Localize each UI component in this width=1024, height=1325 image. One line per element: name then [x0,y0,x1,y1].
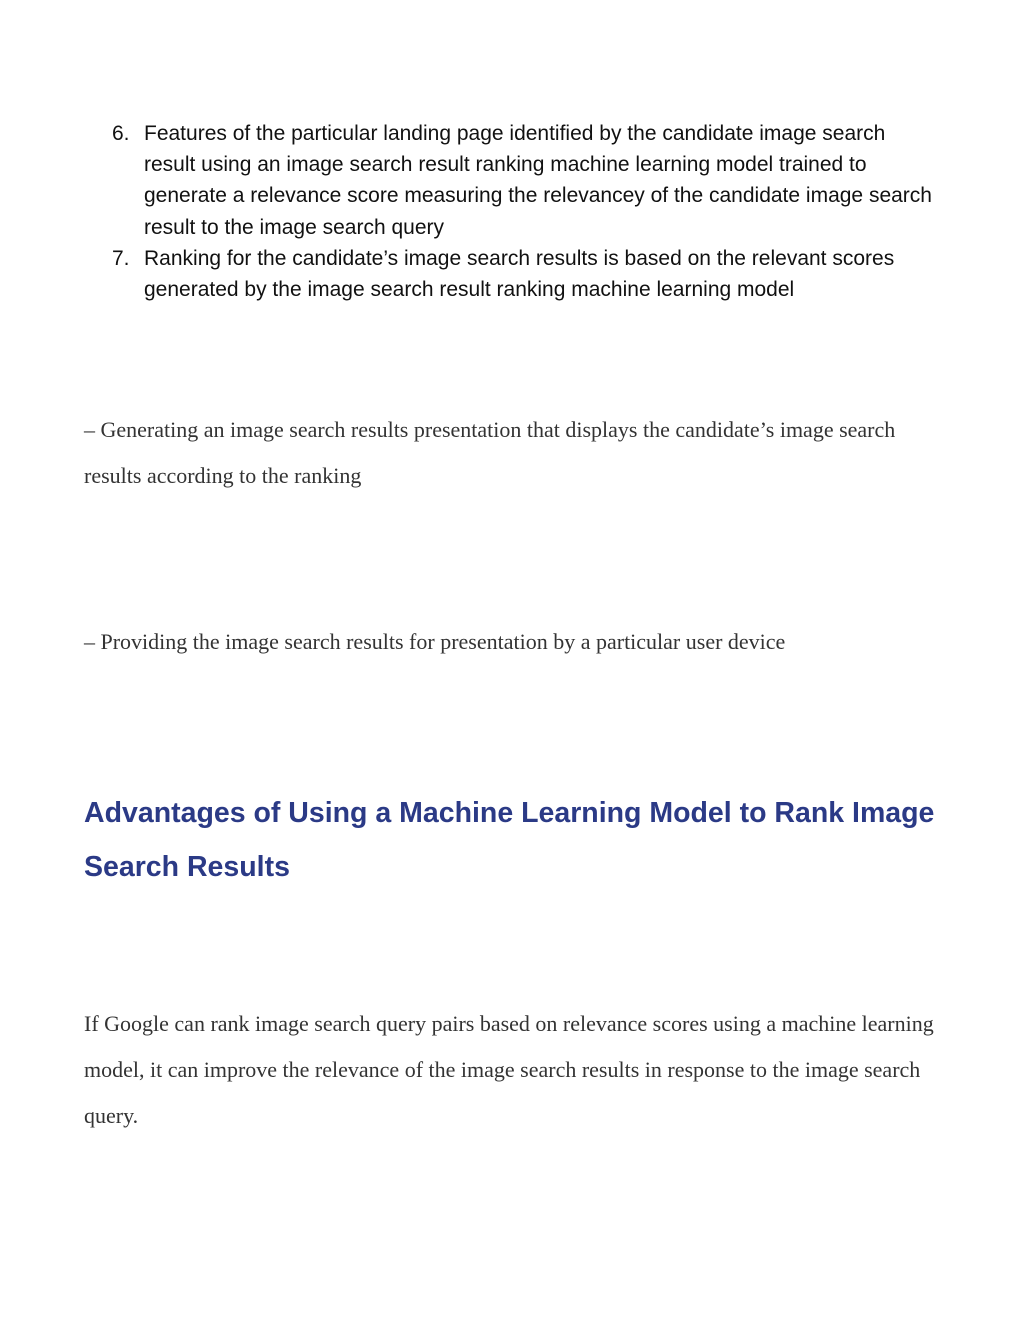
list-item-text: Features of the particular landing page identified by the candidate image search result using an image search result ranking machine learning model trained to generate a relevance score measuring the relevancey of the candidate image search result to the image search query [144,122,932,239]
list-item-number: 7. [112,246,130,270]
paragraph-conclusion: If Google can rank image search query pairs based on relevance scores using a machine learning model, it can improve the relevance of the image search results in response to the image search query. [84,1011,934,1128]
list-item [112,118,932,243]
list-item-text: Ranking for the candidate’s image search results is based on the relevant scores generated by the image search result ranking machine learning model [144,246,895,302]
numbered-list [112,118,932,305]
section-heading: Advantages of Using a Machine Learning Model to Rank Image Search Results [84,797,935,883]
paragraph-generating: – Generating an image search results presentation that displays the candidate’s image search results according to the ranking [84,417,896,488]
list-item-number: 6. [112,122,130,145]
list-item [112,243,932,305]
paragraph-providing: – Providing the image search results for presentation by a particular user device [84,629,786,654]
